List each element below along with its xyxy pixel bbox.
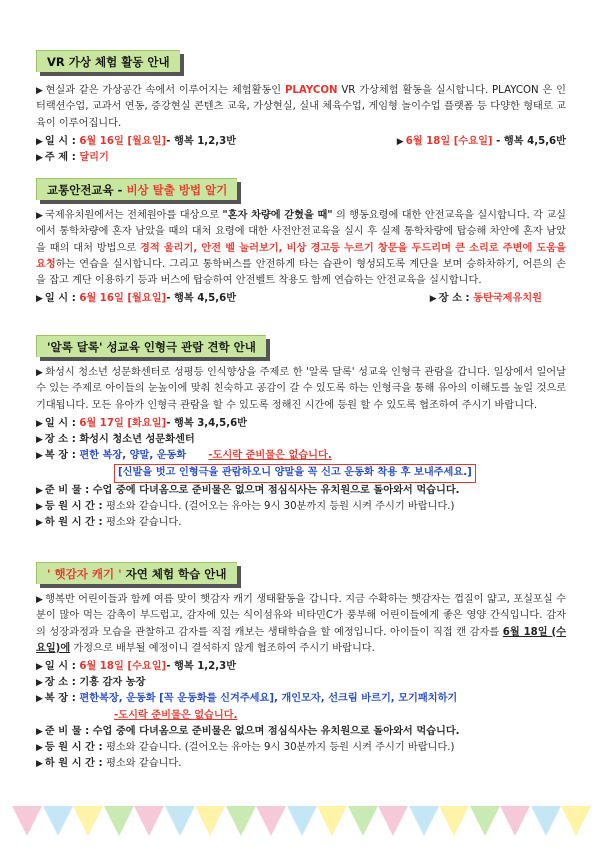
bullet-arrow-icon: ▶ [36, 86, 44, 97]
date-row: ▶ 일 시 : 6월 18일 [수요일] - 행복 1,2,3반 [36, 661, 237, 673]
arrive-row: ▶ 등 원 시 간 : 평소와 같습니다. (걸어오는 유아는 9시 30분까지 등원 시켜 주시기 바랍니다.) [36, 500, 455, 512]
date-row: ▶ 일 시 : 6월 16일 [월요일] - 행복 1,2,3반 ▶ 6월 18일 [수요일] - 행복 4,5,6반 [36, 135, 566, 147]
section-paragraph: ▶ 현실과 같은 가상공간 속에서 이루어지는 체험활동인 PLAYCON VR 가상체험 활동을 실시합니다. PLAYCON 은 인터랙션수업, 교과서 연동, 증강현실 콘텐츠 교육, 가상현실, 실내 체육수업, 게임형 놀이수업 플랫폼 등 다양한 형태로 교육이 이루어집니다. [36, 85, 566, 129]
lunch-note-row: -도시락 준비물은 없습니다. [114, 709, 238, 721]
section-vr-experience [36, 50, 566, 166]
topic-row: ▶ 주 제 : 달리기 [36, 152, 109, 164]
section-paragraph: ▶ 국제유치원에서는 전체원아를 대상으로 "혼자 차량에 갇혔을 때" 의 행동요령에 대한 안전교육을 실시합니다. 각 교실에서 통학차량에 혼자 남았을 때의 대처 요령에 대한 사전안전교육을 실시 후 실제 통학차량에 탑승해 차안에 혼자 남았을 때의 대처 방법으로 경적 울리기, 안전 벨 눌러보기, 비상 경고등 누르기 창문을 두드리며 큰 소리로 주변에 도움을 요청하는 연습을 실시합니다. 그리고 통학버스를 안전하게 타는 습관이 형성되도록 계단을 보며 승하차하기, 어른의 손을 잡고 계단 이용하기 등과 버스에 탑승하여 안전벨트 착용도 함께 연습하는 안전교육을 실시합니다. [36, 210, 567, 287]
bunting-flag [439, 806, 469, 836]
section-title: 교통안전교육 - 비상 탈출 방법 알기 [36, 178, 237, 200]
section-title: '알록 달록' 성교육 인형극 관람 견학 안내 [36, 335, 266, 357]
prep-row: ▶ 준 비 물 : 수업 중에 다녀옴으로 준비물은 없으며 점심식사는 유치원으로 돌아와서 먹습니다. [36, 725, 460, 737]
bunting-flag [317, 806, 347, 836]
section-potato-harvest [36, 562, 566, 772]
section-paragraph: ▶ 행복반 어린이들과 함께 여름 맞이 햇감자 캐기 생태활동을 갑니다. 지금 수확하는 햇감자는 껍질이 얇고, 포실포실 수분이 많아 먹는 감촉이 부드럽고, 감자에 있는 식이섬유와 비타민C가 풍부해 어린이들에게 좋은 영양 간식입니다. 감자의 성장과정과 모습을 관찰하고 감자를 직접 캐보는 생태학습을 할 예정입니다. 아이들이 직접 캔 감자를 6월 18일 (수요일)에 가정으로 배부될 예정이니 결석하지 않게 협조하여 주시기 바랍니다. [36, 594, 566, 654]
bunting-flag [43, 806, 73, 836]
bunting-flag [165, 806, 195, 836]
section-title: ' 햇감자 캐기 ' 자연 체험 학습 안내 [36, 562, 237, 584]
bunting-flag [409, 806, 439, 836]
bunting-flag [256, 806, 286, 836]
bunting-flag [73, 806, 103, 836]
bunting-flag [195, 806, 225, 836]
date-place-row: ▶ 일 시 : 6월 16일 [월요일] - 행복 4,5,6반 ▶ 장 소 : 동탄국제유치원 [36, 293, 542, 305]
bunting-flag [287, 806, 317, 836]
clothes-note: [신발을 벗고 인형극을 관람하오니 양말을 꼭 신고 운동화 착용 후 보내주세요.] [36, 464, 566, 482]
bunting-flag [470, 806, 500, 836]
section-title: VR 가상 체험 활동 안내 [36, 50, 180, 72]
prep-row: ▶ 준 비 물 : 수업 중에 다녀옴으로 준비물은 없으며 점심식사는 유치원으로 돌아와서 먹습니다. [36, 484, 460, 496]
bunting-decoration [12, 806, 588, 846]
bunting-flag [348, 806, 378, 836]
leave-row: ▶ 하 원 시 간 : 평소와 같습니다. [36, 758, 182, 770]
bunting-flag [531, 806, 561, 836]
bunting-flag [104, 806, 134, 836]
leave-row: ▶ 하 원 시 간 : 평소와 같습니다. [36, 517, 182, 529]
place-row: ▶ 장 소 : 화성시 청소년 성문화센터 [36, 434, 195, 446]
section-puppet-show [36, 335, 566, 531]
bunting-flag [12, 806, 42, 836]
section-paragraph: ▶ 화성시 청소년 성문화센터로 성평등 인식향상을 주제로 한 '알록 달록' 성교육 인형극 관람을 갑니다. 일상에서 일어날 수 있는 주제로 아이들의 눈높이에 맞춰 친숙하고 공감이 갈 수 있도록 하는 인형극을 통해 유아의 이해도를 높일 것으로 기대됩니다. 모든 유아가 인형극 관람을 할 수 있도록 정해진 시간에 등원 할 수 있도록 협조하여 주시기 바랍니다. [36, 367, 566, 411]
arrive-row: ▶ 등 원 시 간 : 평소와 같습니다. (걸어오는 유아는 9시 30분까지 등원 시켜 주시기 바랍니다.) [36, 742, 455, 754]
date-row: ▶ 일 시 : 6월 17일 [화요일] - 행복 3,4,5,6반 [36, 417, 248, 429]
clothes-row: ▶ 복 장 : 편한 복장, 양말, 운동화 -도시락 준비물은 없습니다. [36, 450, 332, 462]
clothes-row: ▶ 복 장 : 편한복장, 운동화 [꼭 운동화를 신겨주세요], 개인모자, 선크림 바르기, 모기패치하기 [36, 693, 458, 705]
bunting-flag [226, 806, 256, 836]
section-traffic-safety [36, 178, 566, 307]
bunting-flag [134, 806, 164, 836]
bunting-flag [561, 806, 591, 836]
bunting-flag [378, 806, 408, 836]
bunting-flag [500, 806, 530, 836]
place-row: ▶ 장 소 : 기흥 감자 농장 [36, 677, 146, 689]
